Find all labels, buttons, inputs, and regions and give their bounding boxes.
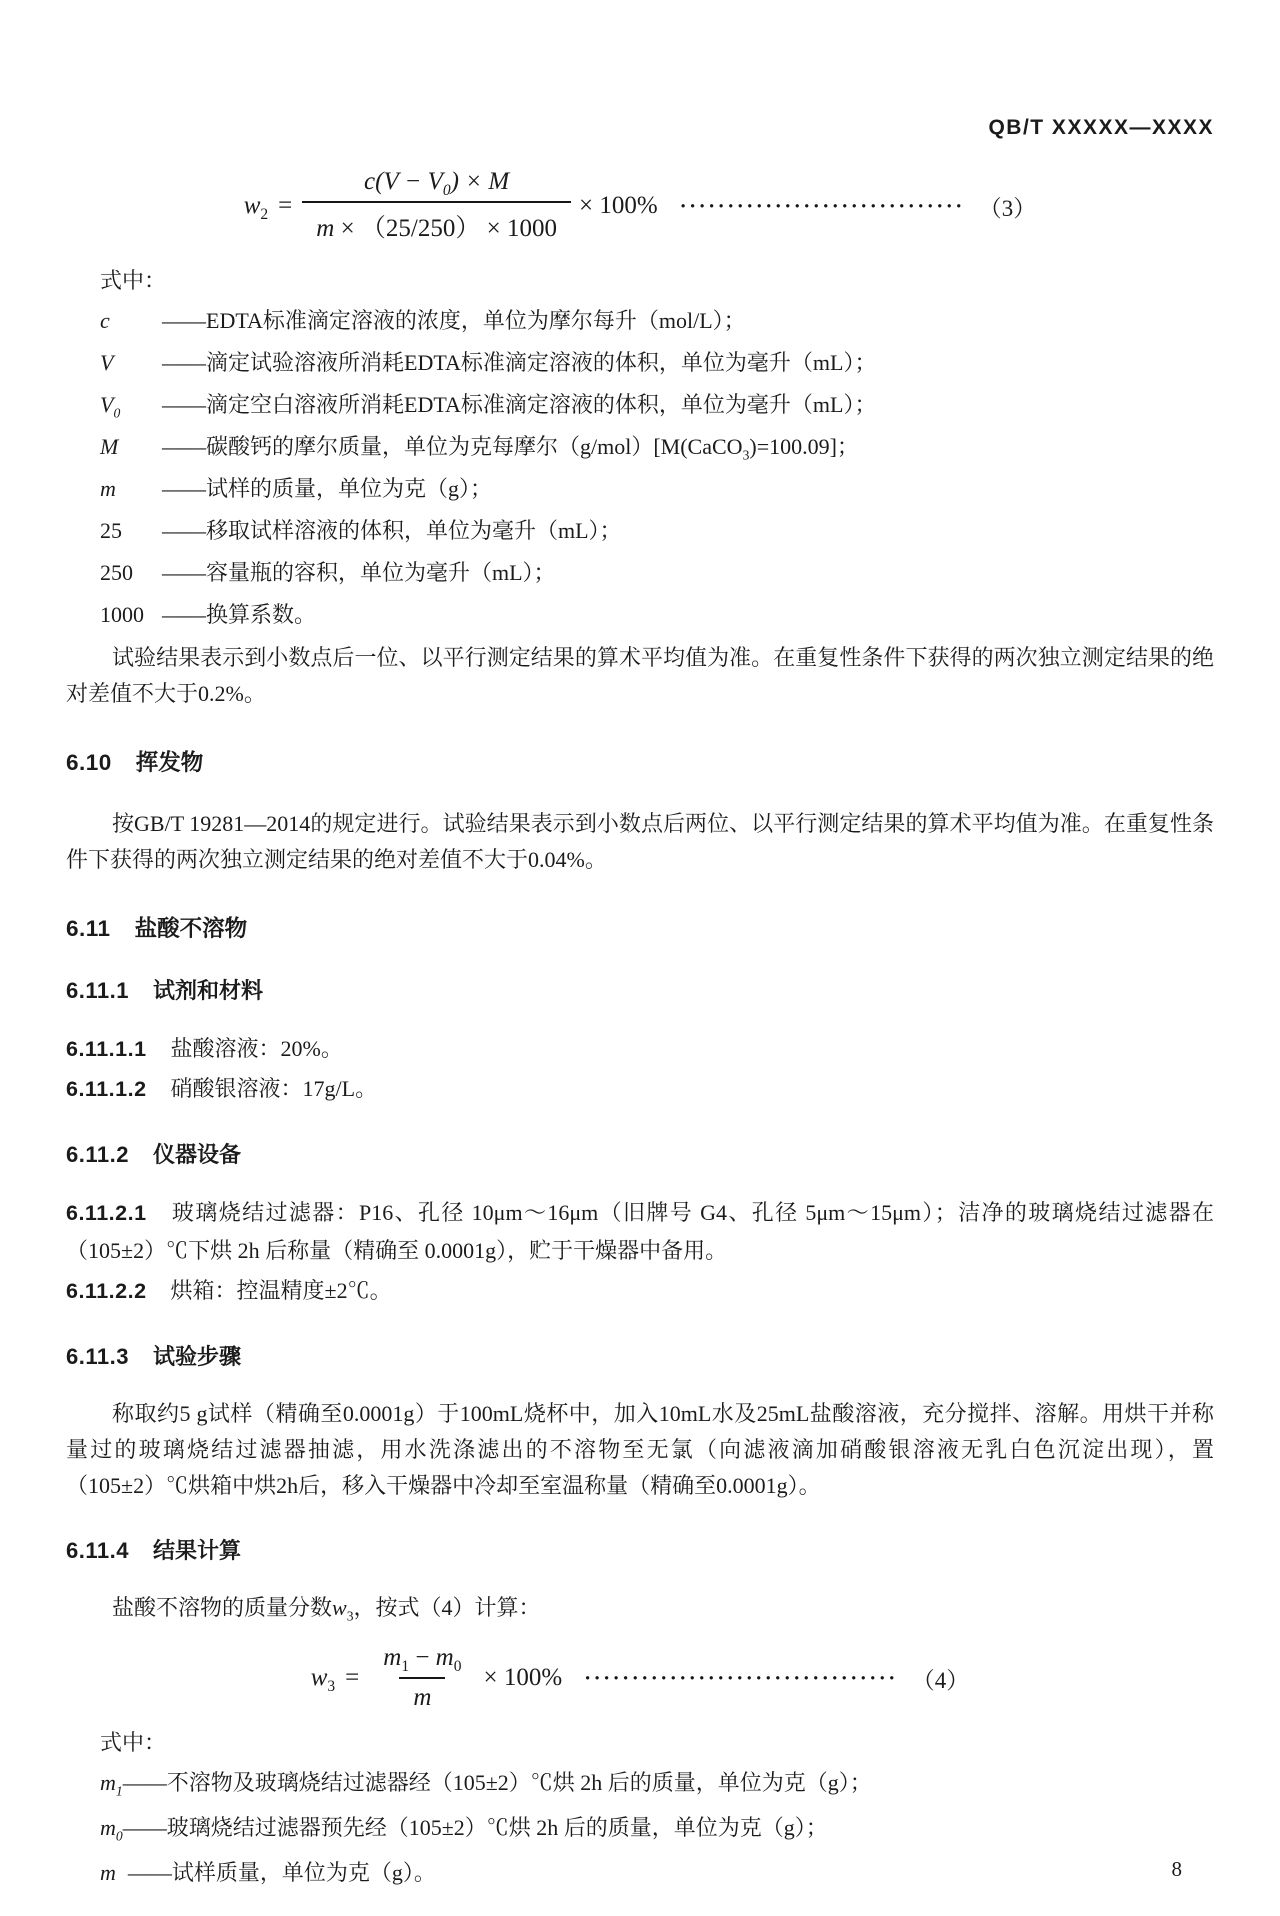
- clause-text: 烘箱：控温精度±2℃。: [170, 1278, 392, 1303]
- formula-4-lhs: [310, 1664, 370, 1695]
- symbol: $m_0$: [100, 1815, 123, 1844]
- symbol: V: [100, 350, 114, 375]
- para-6-10-body: 按GB/T 19281—2014的规定进行。试验结果表示到小数点后两位、以平行测定结果的算术平均值为准。在重复性条件下获得的两次独立测定结果的绝对差值不大于0.04%。: [66, 811, 1214, 872]
- definition-text: ——碳酸钙的摩尔质量，单位为克每摩尔（g/mol）[M(CaCO$_3$)=100.09]；: [162, 434, 859, 463]
- clause-number: 6.11.2.1: [66, 1201, 147, 1225]
- heading-6-10: [66, 748, 1214, 778]
- heading-number: 6.11.3: [66, 1344, 129, 1369]
- where-label-4: 式中：: [100, 1730, 167, 1755]
- heading-6-11-4: [66, 1536, 1214, 1566]
- symbol: 250: [100, 560, 133, 585]
- definition-text: ——滴定试验溶液所消耗EDTA标准滴定溶液的体积，单位为毫升（mL）；: [162, 350, 877, 375]
- definition-item-c: [100, 304, 1214, 337]
- definition-item-m0: [100, 1811, 1214, 1845]
- formula-3-fraction: [302, 168, 571, 244]
- dot-leader: ······························: [679, 193, 965, 218]
- definition-text: ——容量瓶的容积，单位为毫升（mL）；: [162, 560, 556, 585]
- formula-3-multiplier: × 100%: [578, 192, 658, 219]
- formula-3-lhs: [243, 192, 303, 223]
- clause-text: 硝酸银溶液：17g/L。: [170, 1076, 378, 1101]
- heading-number: 6.11.4: [66, 1538, 129, 1563]
- formula-4-fraction: [369, 1644, 475, 1712]
- heading-title: 盐酸不溶物: [134, 916, 248, 941]
- clause-text: 盐酸溶液：20%。: [170, 1036, 343, 1061]
- definition-text: ——滴定空白溶液所消耗EDTA标准滴定溶液的体积，单位为毫升（mL）；: [162, 392, 877, 417]
- heading-title: 试剂和材料: [152, 978, 263, 1003]
- clause-number: 6.11.2.2: [66, 1279, 147, 1303]
- definition-text: ——EDTA标准滴定溶液的浓度，单位为摩尔每升（mol/L）；: [162, 308, 746, 333]
- definition-text: ——换算系数。: [162, 602, 317, 627]
- definition-item-M: [100, 430, 1214, 463]
- definition-text: ——试样质量，单位为克（g）。: [127, 1860, 436, 1885]
- where-label-3: 式中：: [100, 268, 167, 293]
- doc-code-header: QB/T XXXXX—XXXX: [988, 116, 1214, 139]
- heading-number: 6.11.2: [66, 1142, 129, 1167]
- heading-6-11-1: [66, 976, 1214, 1006]
- definition-text: ——不溶物及玻璃烧结过滤器经（105±2）℃烘 2h 后的质量，单位为克（g）；: [122, 1770, 872, 1795]
- equals-sign: =: [278, 192, 293, 219]
- clause-6-11-2-2: [66, 1272, 1214, 1310]
- heading-title: 试验步骤: [152, 1344, 241, 1369]
- definition-list-3: [100, 304, 1214, 631]
- definition-list-4: [100, 1766, 1214, 1890]
- symbol: m: [100, 476, 116, 501]
- definition-text: ——试样的质量，单位为克（g）；: [162, 476, 493, 501]
- heading-6-11-2: [66, 1140, 1214, 1170]
- symbol: M: [100, 434, 119, 459]
- heading-6-11-3: [66, 1342, 1214, 1372]
- symbol: 1000: [100, 602, 144, 627]
- heading-title: 挥发物: [135, 750, 204, 775]
- clause-6-11-1-2: [66, 1070, 1214, 1108]
- formula-4-numerator: $m_1 - m_0$: [383, 1644, 462, 1675]
- clause-6-11-1-1: [66, 1030, 1214, 1068]
- formula-3-denominator: m × （25/250） × 1000: [302, 201, 571, 244]
- formula-4: [66, 1644, 1214, 1712]
- inline-variable: w: [332, 1595, 347, 1620]
- definition-item-V: [100, 346, 1214, 379]
- clause-number: 6.11.1.2: [66, 1077, 147, 1101]
- definition-item-250: [100, 556, 1214, 589]
- page-number: 8: [1171, 1857, 1182, 1881]
- dot-leader: ·································: [584, 1665, 898, 1690]
- definition-item-1000: [100, 598, 1214, 631]
- formula-3-variable: w: [243, 192, 261, 219]
- para-6-11-3-body: 称取约5 g试样（精确至0.0001g）于100mL烧杯中，加入10mL水及25mL盐酸溶液，充分搅拌、溶解。用烘干并称量过的玻璃烧结过滤器抽滤，用水洗涤滤出的不溶物至无氯（向滤液滴加硝酸银溶液无乳白色沉淀出现），置（105±2）℃烘箱中烘2h后，移入干燥器中冷却至室温称量（精确至0.0001g）。: [66, 1401, 1214, 1498]
- symbol: $m_1$: [100, 1770, 123, 1799]
- definition-item-m: [100, 1856, 1214, 1890]
- heading-number: 6.10: [66, 750, 112, 775]
- formula-3-numerator: $c(V - V_0) \times M$: [364, 168, 510, 199]
- definition-item-m1: [100, 1766, 1214, 1800]
- symbol: $V_0$: [100, 392, 121, 421]
- definition-text: ——移取试样溶液的体积，单位为毫升（mL）；: [162, 518, 622, 543]
- formula-4-variable: w: [310, 1664, 328, 1691]
- formula-3-variable-subscript: 2: [260, 206, 269, 223]
- formula-4-number: （4）: [911, 1667, 970, 1693]
- definition-item-25: [100, 514, 1214, 547]
- definition-item-V0: [100, 388, 1214, 421]
- clause-number: 6.11.1.1: [66, 1037, 147, 1061]
- equals-sign: =: [345, 1664, 360, 1691]
- formula-4-denominator: m: [399, 1677, 445, 1712]
- heading-6-11: [66, 914, 1214, 944]
- symbol: c: [100, 308, 110, 333]
- formula-4-multiplier: × 100%: [483, 1664, 563, 1691]
- formula-3: [66, 168, 1214, 244]
- formula-4-variable-subscript: 3: [327, 1678, 336, 1695]
- para-formula-4-intro: 盐酸不溶物的质量分数$w_3$，按式（4）计算：: [112, 1595, 541, 1624]
- symbol: 25: [100, 518, 122, 543]
- definition-text: ——玻璃烧结过滤器预先经（105±2）℃烘 2h 后的质量，单位为克（g）；: [122, 1815, 828, 1840]
- clause-text: 玻璃烧结过滤器：P16、孔径 10μm～16μm（旧牌号 G4、孔径 5μm～15μm）；洁净的玻璃烧结过滤器在（105±2）℃下烘 2h 后称量（精确至 0.0001g），贮于干燥器中备用。: [66, 1200, 1214, 1263]
- formula-3-number: （3）: [978, 195, 1037, 221]
- heading-number: 6.11: [66, 916, 111, 941]
- definition-item-m: [100, 472, 1214, 505]
- heading-title: 结果计算: [152, 1538, 241, 1563]
- clause-6-11-2-1: [66, 1194, 1214, 1270]
- heading-title: 仪器设备: [152, 1142, 241, 1167]
- heading-number: 6.11.1: [66, 978, 129, 1003]
- symbol: m: [100, 1860, 116, 1885]
- para-repeatability-calcium: 试验结果表示到小数点后一位、以平行测定结果的算术平均值为准。在重复性条件下获得的两次独立测定结果的绝对差值不大于0.2%。: [66, 645, 1214, 706]
